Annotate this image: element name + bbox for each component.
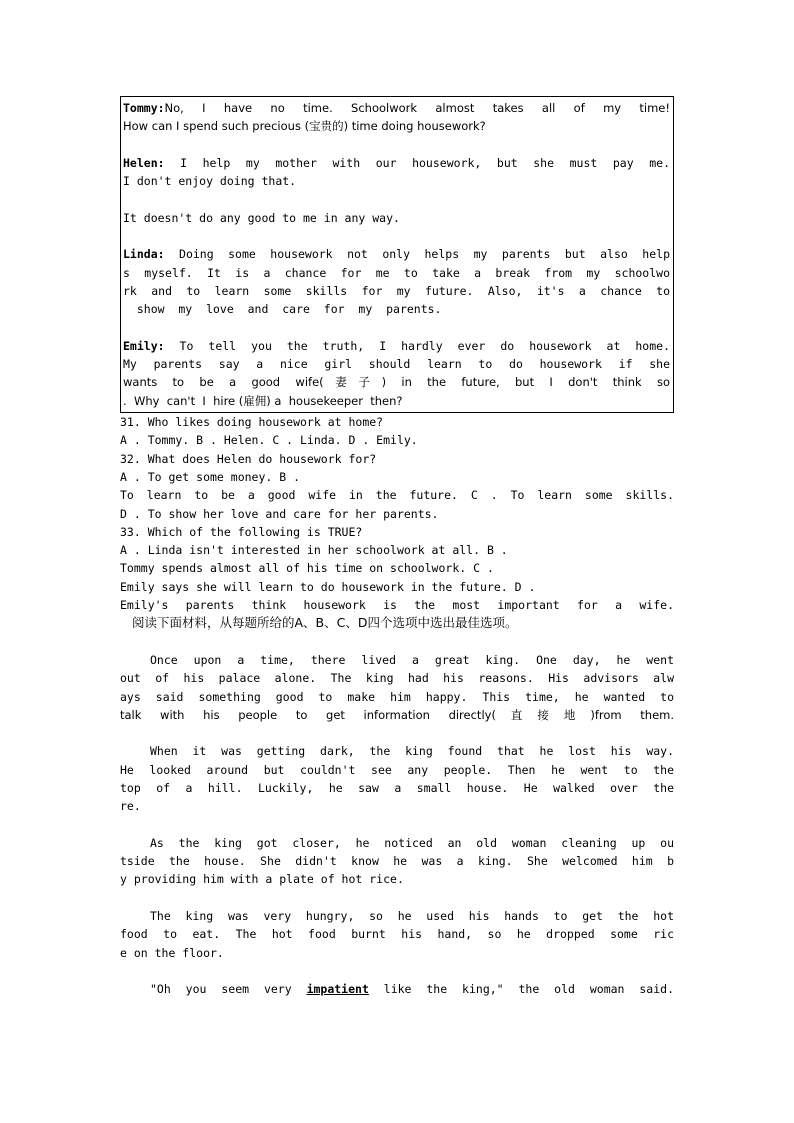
passage-line: ays said something good to make him happy. This time, he wanted to: [120, 689, 674, 704]
keyword-impatient: impatient: [306, 982, 369, 997]
helen-line-3: It doesn't do any good to me in any way.: [123, 210, 400, 225]
emily-line-3: wants to be a good wife(妻子) in the future, but I don't think so: [123, 375, 670, 390]
question-line: A . To get some money. B .: [120, 469, 301, 484]
passage-line: re.: [120, 799, 141, 814]
passage-line: talk with his people to get information directly(直接地)from them.: [120, 707, 674, 722]
document-page: [120, 96, 674, 999]
passage-line: As the king got closer, he noticed an old woman cleaning up ou: [150, 835, 674, 850]
tommy-line-2: How can I spend such precious (宝贵的) time doing housework?: [123, 119, 486, 134]
question-line: 32. What does Helen do housework for?: [120, 451, 377, 466]
question-line: Emily says she will learn to do housework in the future. D .: [120, 579, 536, 594]
question-line: Emily's parents think housework is the most important for a wife.: [120, 598, 674, 613]
passage-line: e on the floor.: [120, 945, 224, 960]
question-line: To learn to be a good wife in the future. C . To learn some skills.: [120, 488, 674, 503]
speaker-name: Linda:: [123, 247, 165, 262]
emily-line-4: . Why can't I hire (雇佣) a housekeeper then?: [123, 393, 403, 408]
question-line: 31. Who likes doing housework at home?: [120, 415, 384, 430]
speaker-name: Helen:: [123, 155, 165, 170]
speaker-name: Tommy:: [123, 101, 165, 115]
passage-line: food to eat. The hot food burnt his hand, so he dropped some ric: [120, 927, 674, 942]
questions: [120, 413, 674, 614]
helen-line-1: Helen: I help my mother with our housework, but she must pay me.: [123, 155, 670, 170]
passage-line: y providing him with a plate of hot rice.: [120, 872, 404, 887]
question-line: Tommy spends almost all of his time on schoolwork. C .: [120, 561, 494, 576]
speaker-name: Emily:: [123, 338, 165, 353]
passage-line: tside the house. She didn't know he was a king. She welcomed him b: [120, 854, 674, 869]
linda-line-2: s myself. It is a chance for me to take a break from my schoolwo: [123, 265, 670, 280]
passage-line: Once upon a time, there lived a great king. One day, he went: [150, 652, 674, 667]
helen-line-2: I don't enjoy doing that.: [123, 174, 297, 189]
linda-line-1: Linda: Doing some housework not only helps my parents but also help: [123, 247, 670, 262]
passage-line: The king was very hungry, so he used his hands to get the hot: [150, 909, 674, 924]
question-line: D . To show her love and care for her parents.: [120, 506, 439, 521]
emily-line-2: My parents say a nice girl should learn to do housework if she: [123, 357, 670, 372]
instruction-text: 阅读下面材料，从每题所给的A、B、C、D四个选项中选出最佳选项。: [132, 615, 518, 631]
question-line: 33. Which of the following is TRUE?: [120, 524, 363, 539]
passage-line: out of his palace alone. The king had his reasons. His advisors alw: [120, 671, 674, 686]
question-line: A . Linda isn't interested in her schoolwork at all. B .: [120, 543, 508, 558]
emily-line-1: Emily: To tell you the truth, I hardly ever do housework at home.: [123, 338, 670, 353]
passage-line: "Oh you seem very impatient like the king," the old woman said.: [150, 982, 674, 997]
passage-line: top of a hill. Luckily, he saw a small house. He walked over the: [120, 780, 674, 795]
linda-line-3: rk and to learn some skills for my future. Also, it's a chance to: [123, 283, 670, 298]
linda-line-4: show my love and care for my parents.: [123, 302, 442, 317]
passage-line: When it was getting dark, the king found that he lost his way.: [150, 744, 674, 759]
tommy-line-1: Tommy:No, I have no time. Schoolwork almost takes all of my time!: [123, 101, 670, 115]
passage: [120, 651, 674, 999]
dialogue-box: [120, 96, 674, 413]
passage-line: He looked around but couldn't see any people. Then he went to the: [120, 762, 674, 777]
question-line: A . Tommy. B . Helen. C . Linda. D . Emily.: [120, 433, 418, 448]
